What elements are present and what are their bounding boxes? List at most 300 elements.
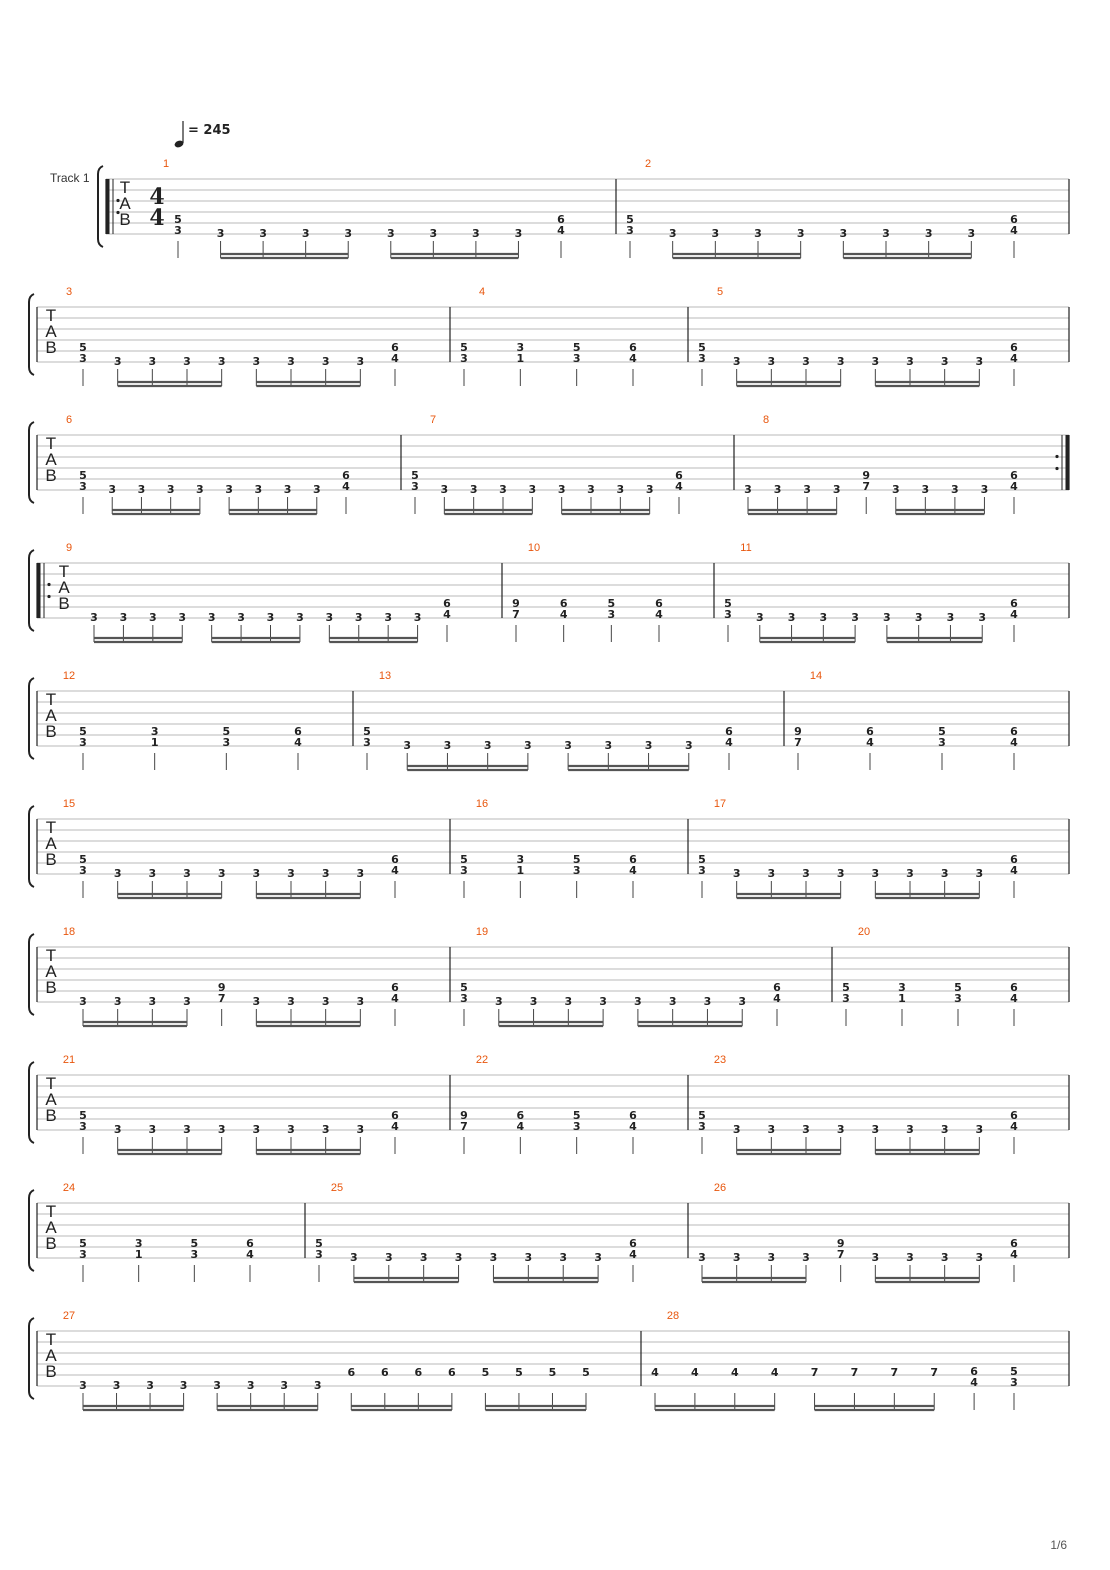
fret-number: 3 (882, 227, 890, 240)
fret-number: 1 (898, 992, 906, 1005)
tab-clef-letter: A (45, 322, 57, 341)
fret-number: 3 (252, 355, 261, 368)
fret-number: 3 (148, 1123, 157, 1136)
tab-clef-letter: B (119, 210, 131, 229)
fret-number: 7 (217, 992, 226, 1005)
tab-clef-letter: T (45, 1074, 57, 1093)
fret-number: 3 (108, 483, 117, 496)
fret-number: 3 (951, 483, 959, 496)
fret-number: 3 (252, 1123, 261, 1136)
fret-number: 3 (871, 1251, 880, 1264)
fret-number: 3 (79, 480, 87, 493)
measure (66, 286, 399, 386)
fret-number: 6 (448, 1366, 456, 1379)
fret-number: 9 (794, 725, 802, 738)
fret-number: 3 (225, 483, 233, 496)
fret-number: 3 (134, 1237, 143, 1250)
fret-number: 5 (190, 1237, 199, 1250)
fret-number: 5 (79, 341, 87, 354)
measure (66, 414, 350, 514)
fret-number: 3 (557, 483, 566, 496)
tab-clef-letter: A (119, 194, 131, 213)
fret-number: 3 (871, 867, 880, 880)
fret-number: 3 (287, 995, 295, 1008)
tab-clef-letter: A (45, 706, 57, 725)
fret-number: 3 (79, 1120, 87, 1133)
fret-number: 3 (363, 736, 371, 749)
fret-number: 7 (862, 480, 871, 493)
fret-number: 4 (655, 608, 663, 621)
fret-number: 3 (90, 611, 98, 624)
fret-number: 3 (350, 1251, 358, 1264)
fret-number: 4 (629, 1120, 637, 1133)
fret-number: 3 (940, 1251, 949, 1264)
tab-clef-letter: A (45, 962, 57, 981)
fret-number: 3 (148, 995, 157, 1008)
fret-number: 3 (711, 227, 720, 240)
fret-number: 3 (891, 483, 900, 496)
fret-number: 4 (391, 1120, 399, 1133)
staff-system (29, 1310, 1069, 1410)
tab-clef-letter: T (45, 434, 57, 453)
fret-number: 5 (315, 1237, 323, 1250)
measure-number: 1 (162, 158, 170, 170)
fret-number: 6 (294, 725, 302, 738)
fret-number: 3 (137, 483, 146, 496)
fret-number: 3 (604, 739, 613, 752)
fret-number: 3 (321, 867, 330, 880)
tab-clef-letter: B (45, 1362, 57, 1381)
fret-number: 4 (770, 1366, 779, 1379)
time-signature-top: 4 (149, 184, 165, 210)
fret-number: 6 (1010, 1237, 1018, 1250)
fret-number: 7 (460, 1120, 468, 1133)
fret-number: 3 (587, 483, 595, 496)
fret-number: 3 (356, 867, 365, 880)
staff-system (29, 798, 1069, 898)
measure-number: 7 (429, 414, 437, 426)
fret-number: 5 (79, 853, 87, 866)
fret-number: 3 (148, 355, 157, 368)
measure-number: 9 (65, 542, 73, 554)
fret-number: 7 (930, 1366, 939, 1379)
fret-number: 3 (79, 736, 87, 749)
fret-number: 4 (391, 864, 399, 877)
fret-number: 3 (668, 995, 677, 1008)
fret-number: 3 (344, 227, 353, 240)
staff-system (29, 414, 1069, 514)
staff-systems (29, 158, 1069, 1410)
fret-number: 3 (767, 1251, 776, 1264)
measure-number: 26 (713, 1182, 727, 1194)
fret-number: 1 (134, 1248, 143, 1261)
measure (163, 158, 565, 258)
fret-number: 3 (460, 352, 468, 365)
fret-number: 3 (252, 995, 261, 1008)
fret-number: 3 (460, 992, 468, 1005)
repeat-dot (47, 595, 50, 598)
fret-number: 3 (183, 355, 191, 368)
fret-number: 9 (460, 1109, 468, 1122)
fret-number: 3 (732, 1123, 741, 1136)
repeat-end-thick-bar (1066, 435, 1070, 490)
tab-clef-letter: T (45, 1330, 57, 1349)
fret-number: 3 (616, 483, 625, 496)
tab-clef-letter: T (45, 306, 57, 325)
fret-number: 3 (767, 355, 776, 368)
fret-number: 9 (836, 1237, 845, 1250)
fret-number: 4 (1010, 864, 1018, 877)
fret-number: 3 (528, 483, 537, 496)
measure-number: 24 (62, 1182, 76, 1194)
fret-number: 4 (675, 480, 683, 493)
fret-number: 3 (354, 611, 363, 624)
fret-number: 3 (832, 483, 841, 496)
fret-number: 5 (724, 597, 732, 610)
fret-number: 3 (301, 227, 310, 240)
fret-number: 5 (363, 725, 371, 738)
staff-system (29, 286, 1069, 386)
fret-number: 5 (411, 469, 419, 482)
fret-number: 3 (529, 995, 538, 1008)
system-brace (29, 806, 34, 887)
fret-number: 6 (725, 725, 733, 738)
page-number: 1/6 (1050, 1538, 1067, 1552)
measure-number: 25 (330, 1182, 344, 1194)
fret-number: 3 (599, 995, 607, 1008)
fret-number: 3 (178, 611, 187, 624)
fret-number: 3 (413, 611, 422, 624)
measure (698, 798, 1018, 898)
fret-number: 3 (851, 611, 859, 624)
measure (794, 670, 1018, 770)
tab-clef-letter: B (45, 338, 57, 357)
fret-number: 3 (419, 1251, 428, 1264)
fret-number: 3 (494, 995, 503, 1008)
fret-number: 3 (698, 1120, 706, 1133)
measure-number: 3 (65, 286, 73, 298)
fret-number: 3 (967, 227, 976, 240)
system-brace (29, 1190, 34, 1271)
fret-number: 9 (862, 469, 871, 482)
fret-number: 3 (924, 227, 933, 240)
fret-number: 5 (938, 725, 946, 738)
fret-number: 3 (79, 1379, 87, 1392)
fret-number: 3 (119, 611, 128, 624)
fret-number: 3 (644, 739, 653, 752)
fret-number: 6 (559, 597, 568, 610)
fret-number: 3 (216, 227, 225, 240)
system-brace (29, 1062, 34, 1143)
measure (460, 798, 637, 898)
tab-clef-letter: B (45, 722, 57, 741)
system-brace (29, 422, 34, 503)
fret-number: 6 (516, 1109, 525, 1122)
fret-number: 6 (629, 1237, 637, 1250)
fret-number: 3 (443, 739, 452, 752)
measure-number: 5 (716, 286, 724, 298)
fret-number: 4 (730, 1366, 739, 1379)
measure (724, 542, 1018, 642)
fret-number: 4 (1010, 352, 1018, 365)
fret-number: 3 (386, 227, 395, 240)
fret-number: 3 (626, 224, 634, 237)
fret-number: 3 (787, 611, 796, 624)
measure (411, 414, 683, 514)
fret-number: 3 (454, 1251, 463, 1264)
fret-number: 3 (489, 1251, 498, 1264)
fret-number: 3 (112, 1379, 121, 1392)
tab-clef-letter: T (45, 946, 57, 965)
measure (63, 1182, 254, 1282)
tab-clef-letter: B (45, 850, 57, 869)
fret-number: 3 (313, 1379, 322, 1392)
fret-number: 4 (970, 1376, 978, 1389)
fret-number: 3 (429, 227, 438, 240)
fret-number: 5 (572, 341, 581, 354)
fret-number: 3 (668, 227, 677, 240)
fret-number: 1 (150, 736, 159, 749)
fret-number: 5 (842, 981, 850, 994)
fret-number: 3 (898, 981, 906, 994)
tab-clef-letter: A (58, 578, 70, 597)
fret-number: 5 (626, 213, 634, 226)
measure-number: 16 (475, 798, 489, 810)
fret-number: 5 (460, 981, 468, 994)
measure-number: 11 (740, 542, 752, 554)
staff-system (29, 542, 1069, 642)
measure (63, 798, 399, 898)
fret-number: 6 (1010, 341, 1018, 354)
measure (63, 926, 399, 1026)
fret-number: 6 (655, 597, 663, 610)
fret-number: 3 (975, 1123, 984, 1136)
repeat-start-thick-bar (106, 179, 110, 234)
fret-number: 3 (148, 867, 157, 880)
fret-number: 5 (515, 1366, 523, 1379)
fret-number: 3 (564, 739, 572, 752)
measure (626, 158, 1018, 258)
measure (512, 542, 663, 642)
fret-number: 7 (836, 1248, 845, 1261)
fret-number: 4 (1010, 480, 1018, 493)
fret-number: 3 (472, 227, 480, 240)
fret-number: 3 (174, 224, 182, 237)
fret-number: 3 (572, 1120, 581, 1133)
fret-number: 3 (906, 1123, 914, 1136)
fret-number: 5 (607, 597, 616, 610)
fret-number: 3 (819, 611, 828, 624)
fret-number: 9 (217, 981, 226, 994)
fret-number: 3 (975, 1251, 984, 1264)
fret-number: 6 (557, 213, 565, 226)
fret-number: 3 (217, 1123, 226, 1136)
fret-number: 3 (767, 1123, 776, 1136)
fret-number: 3 (572, 352, 581, 365)
track-label: Track 1 (50, 171, 90, 185)
fret-number: 3 (724, 608, 732, 621)
measure-number: 23 (713, 1054, 727, 1066)
fret-number: 3 (483, 739, 492, 752)
fret-number: 6 (629, 1109, 637, 1122)
fret-number: 4 (557, 224, 565, 237)
fret-number: 3 (325, 611, 334, 624)
fret-number: 3 (183, 995, 191, 1008)
fret-number: 3 (732, 355, 741, 368)
measure (744, 414, 1018, 514)
fret-number: 3 (607, 608, 616, 621)
fret-number: 4 (725, 736, 733, 749)
fret-number: 3 (684, 739, 693, 752)
fret-number: 3 (802, 867, 810, 880)
fret-number: 3 (755, 611, 764, 624)
fret-number: 3 (703, 995, 712, 1008)
tab-clef-letter: T (45, 1202, 57, 1221)
fret-number: 6 (414, 1366, 423, 1379)
fret-number: 4 (629, 352, 637, 365)
fret-number: 5 (79, 469, 87, 482)
tab-clef-letter: A (45, 834, 57, 853)
fret-number: 3 (732, 1251, 741, 1264)
fret-number: 3 (460, 864, 468, 877)
measure (66, 542, 451, 642)
fret-number: 3 (384, 611, 392, 624)
fret-number: 5 (481, 1366, 490, 1379)
fret-number: 3 (469, 483, 478, 496)
fret-number: 3 (207, 611, 216, 624)
measure-number: 6 (65, 414, 73, 426)
fret-number: 4 (391, 992, 399, 1005)
measure (63, 1310, 590, 1410)
fret-number: 6 (391, 981, 399, 994)
fret-number: 3 (803, 483, 811, 496)
fret-number: 6 (1010, 853, 1018, 866)
tab-clef-letter: B (58, 594, 70, 613)
fret-number: 3 (906, 355, 914, 368)
fret-number: 3 (516, 853, 525, 866)
fret-number: 3 (796, 227, 805, 240)
fret-number: 4 (342, 480, 350, 493)
time-signature-bottom: 4 (149, 205, 165, 231)
measure (842, 926, 1018, 1026)
fret-number: 4 (773, 992, 781, 1005)
fret-number: 3 (113, 355, 122, 368)
fret-number: 6 (629, 853, 637, 866)
fret-number: 5 (698, 853, 706, 866)
fret-number: 3 (836, 1123, 845, 1136)
fret-number: 3 (634, 995, 642, 1008)
fret-number: 3 (196, 483, 204, 496)
fret-number: 3 (975, 355, 984, 368)
tab-clef-letter: B (45, 978, 57, 997)
fret-number: 3 (79, 352, 87, 365)
measure-number: 15 (62, 798, 76, 810)
system-brace (29, 1318, 34, 1399)
fret-number: 3 (516, 341, 525, 354)
tab-clef-letter: A (45, 1346, 57, 1365)
fret-number: 4 (866, 736, 874, 749)
fret-number: 4 (1010, 992, 1018, 1005)
fret-number: 6 (443, 597, 451, 610)
repeat-start-thick-bar (37, 563, 41, 618)
repeat-dot (47, 583, 50, 586)
fret-number: 3 (914, 611, 923, 624)
fret-number: 3 (79, 864, 87, 877)
tab-clef-letter: B (45, 1234, 57, 1253)
fret-number: 3 (940, 1123, 949, 1136)
fret-number: 3 (499, 483, 507, 496)
fret-number: 4 (246, 1248, 254, 1261)
system-brace (29, 934, 34, 1015)
measure (315, 1182, 637, 1282)
fret-number: 3 (146, 1379, 154, 1392)
fret-number: 6 (342, 469, 350, 482)
fret-number: 3 (287, 355, 295, 368)
tab-clef-letter: T (119, 178, 131, 197)
fret-number: 3 (946, 611, 955, 624)
fret-number: 6 (675, 469, 683, 482)
fret-number: 3 (773, 483, 782, 496)
tab-clef-letter: A (45, 1218, 57, 1237)
fret-number: 3 (754, 227, 762, 240)
staff-system (98, 158, 1069, 258)
measure-number: 10 (527, 542, 541, 554)
fret-number: 3 (321, 355, 330, 368)
measure (63, 1054, 399, 1154)
fret-number: 1 (516, 352, 525, 365)
tempo-value: = 245 (188, 123, 231, 138)
fret-number: 6 (1010, 1109, 1018, 1122)
fret-number: 3 (698, 1251, 706, 1264)
measure-number: 17 (713, 798, 727, 810)
fret-number: 3 (183, 1123, 191, 1136)
tab-clef-letter: T (45, 690, 57, 709)
fret-number: 7 (794, 736, 802, 749)
tab-clef-letter: T (58, 562, 70, 581)
fret-number: 3 (222, 736, 231, 749)
staff-system (29, 1054, 1069, 1154)
tab-clef-letter: B (45, 466, 57, 485)
fret-number: 3 (179, 1379, 188, 1392)
fret-number: 3 (403, 739, 412, 752)
fret-number: 4 (629, 864, 637, 877)
fret-number: 5 (460, 853, 468, 866)
fret-number: 3 (559, 1251, 568, 1264)
fret-number: 3 (190, 1248, 199, 1261)
fret-number: 9 (512, 597, 520, 610)
tempo-marking (174, 121, 231, 149)
fret-number: 3 (744, 483, 752, 496)
measure-number: 4 (478, 286, 486, 298)
fret-number: 3 (883, 611, 891, 624)
fret-number: 3 (254, 483, 263, 496)
fret-number: 3 (594, 1251, 602, 1264)
fret-number: 4 (1010, 736, 1018, 749)
measure-number: 18 (62, 926, 76, 938)
fret-number: 3 (356, 355, 365, 368)
fret-number: 3 (940, 867, 949, 880)
fret-number: 3 (217, 355, 226, 368)
fret-number: 1 (516, 864, 525, 877)
fret-number: 4 (1010, 224, 1018, 237)
fret-number: 6 (1010, 469, 1018, 482)
fret-number: 3 (321, 995, 330, 1008)
measure-number: 14 (809, 670, 823, 682)
fret-number: 3 (287, 1123, 295, 1136)
fret-number: 3 (166, 483, 175, 496)
measure (460, 286, 637, 386)
fret-number: 3 (296, 611, 304, 624)
